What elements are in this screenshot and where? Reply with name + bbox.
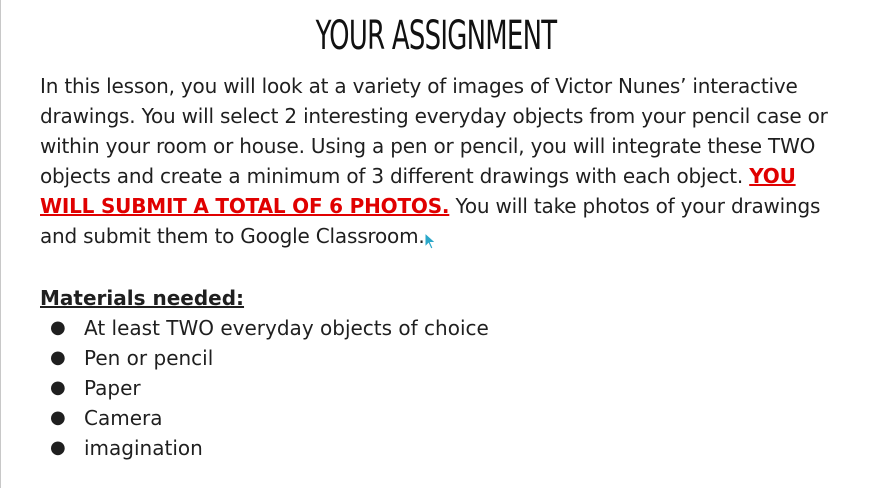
list-item-text: Paper [84, 376, 141, 400]
list-item-text: Pen or pencil [84, 346, 214, 370]
materials-list [40, 313, 489, 463]
bullet-icon: ● [50, 437, 66, 458]
list-item [40, 313, 489, 343]
submission-highlight: YOU WILL SUBMIT A TOTAL OF 6 PHOTOS. [40, 164, 796, 218]
assignment-paragraph [40, 71, 850, 251]
mouse-pointer-icon [424, 232, 438, 250]
list-item [40, 343, 489, 373]
materials-heading: Materials needed: [40, 286, 245, 310]
list-item-text: At least TWO everyday objects of choice [84, 316, 489, 340]
list-item [40, 433, 489, 463]
list-item-text: imagination [84, 436, 203, 460]
page-title: YOUR ASSIGNMENT [315, 13, 557, 59]
bullet-icon: ● [50, 347, 66, 368]
bullet-icon: ● [50, 377, 66, 398]
paragraph-text-part1: In this lesson, you will look at a variety of images of Victor Nunes’ interactive drawings. You will select 2 interesting everyday objects from your pencil case or within your room or house. Using a pen or pencil, you will integrate these TWO objects and create a minimum of 3 different drawings with each object. [40, 74, 828, 188]
bullet-icon: ● [50, 407, 66, 428]
list-item-text: Camera [84, 406, 163, 430]
bullet-icon: ● [50, 317, 66, 338]
list-item [40, 373, 489, 403]
list-item [40, 403, 489, 433]
paragraph-text-part2: You will take photos of your drawings and submit them to Google Classroom. [40, 194, 821, 248]
page-left-border [0, 0, 1, 488]
